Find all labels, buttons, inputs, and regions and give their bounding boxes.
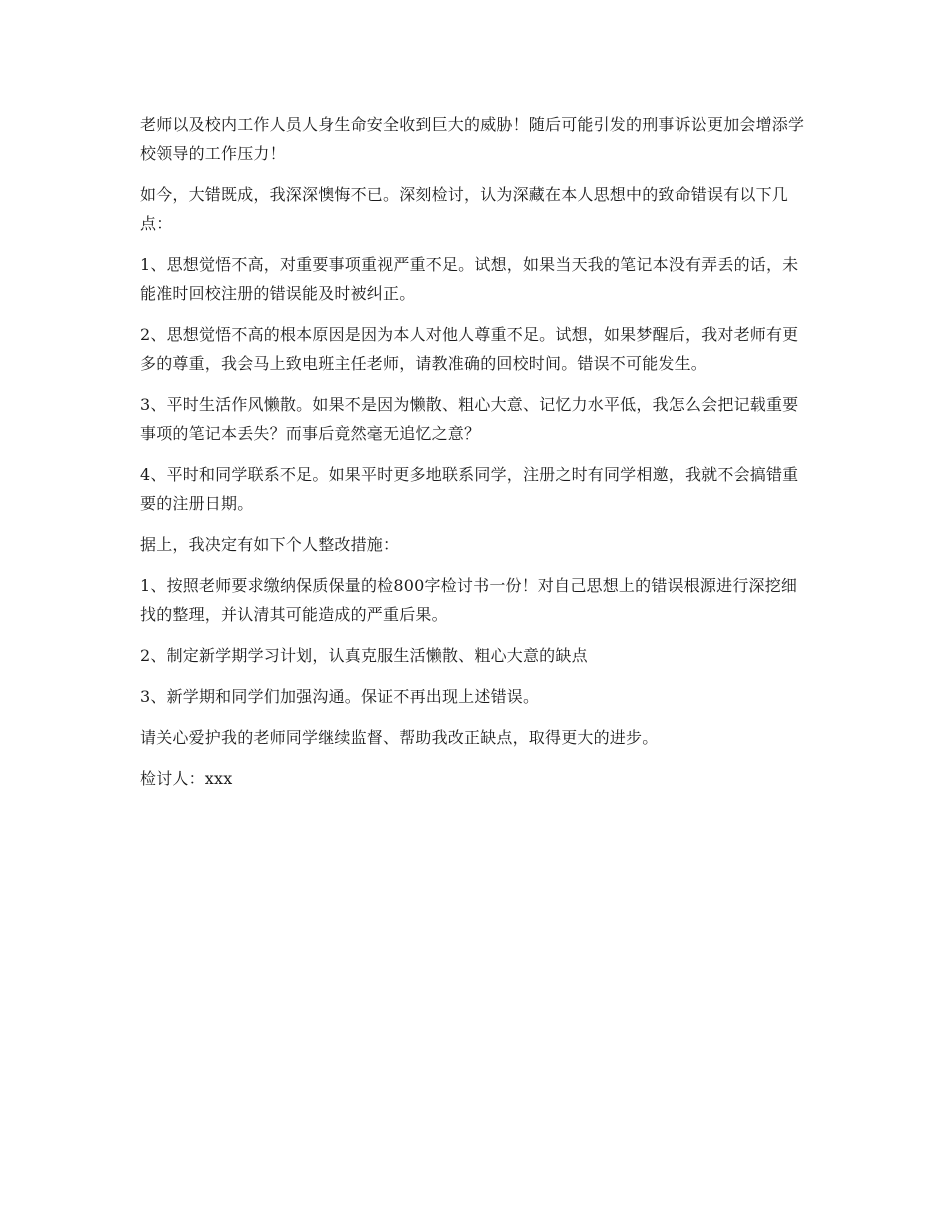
paragraph-measure-1: 1、按照老师要求缴纳保质保量的检800字检讨书一份！对自己思想上的错误根源进行深挖细找的整理，并认清其可能造成的严重后果。 xyxy=(140,576,798,624)
paragraph-measure-2: 2、制定新学期学习计划，认真克服生活懒散、粗心大意的缺点 xyxy=(140,646,588,665)
paragraph-error-3: 3、平时生活作风懒散。如果不是因为懒散、粗心大意、记忆力水平低，我怎么会把记载重要事项的笔记本丢失？而事后竟然毫无追忆之意？ xyxy=(140,395,799,443)
document-body xyxy=(140,110,812,805)
paragraph-threat-consequence: 老师以及校内工作人员人身生命安全收到巨大的威胁！随后可能引发的刑事诉讼更加会增添学校领导的工作压力！ xyxy=(140,115,805,163)
paragraph-measures-intro: 据上，我决定有如下个人整改措施： xyxy=(140,535,400,554)
paragraph-error-1: 1、思想觉悟不高，对重要事项重视严重不足。试想，如果当天我的笔记本没有弄丢的话，未能准时回校注册的错误能及时被纠正。 xyxy=(140,255,799,303)
paragraph-regret-intro: 如今，大错既成，我深深懊悔不已。深刻检讨，认为深藏在本人思想中的致命错误有以下几点： xyxy=(140,185,789,233)
signature-line: 检讨人：xxx xyxy=(140,769,233,788)
paragraph-error-4: 4、平时和同学联系不足。如果平时更多地联系同学，注册之时有同学相邀，我就不会搞错重要的注册日期。 xyxy=(140,465,799,513)
paragraph-measure-3: 3、新学期和同学们加强沟通。保证不再出现上述错误。 xyxy=(140,687,540,706)
paragraph-closing-request: 请关心爱护我的老师同学继续监督、帮助我改正缺点，取得更大的进步。 xyxy=(140,728,659,747)
paragraph-error-2: 2、思想觉悟不高的根本原因是因为本人对他人尊重不足。试想，如果梦醒后，我对老师有更多的尊重，我会马上致电班主任老师，请教准确的回校时间。错误不可能发生。 xyxy=(140,325,799,373)
